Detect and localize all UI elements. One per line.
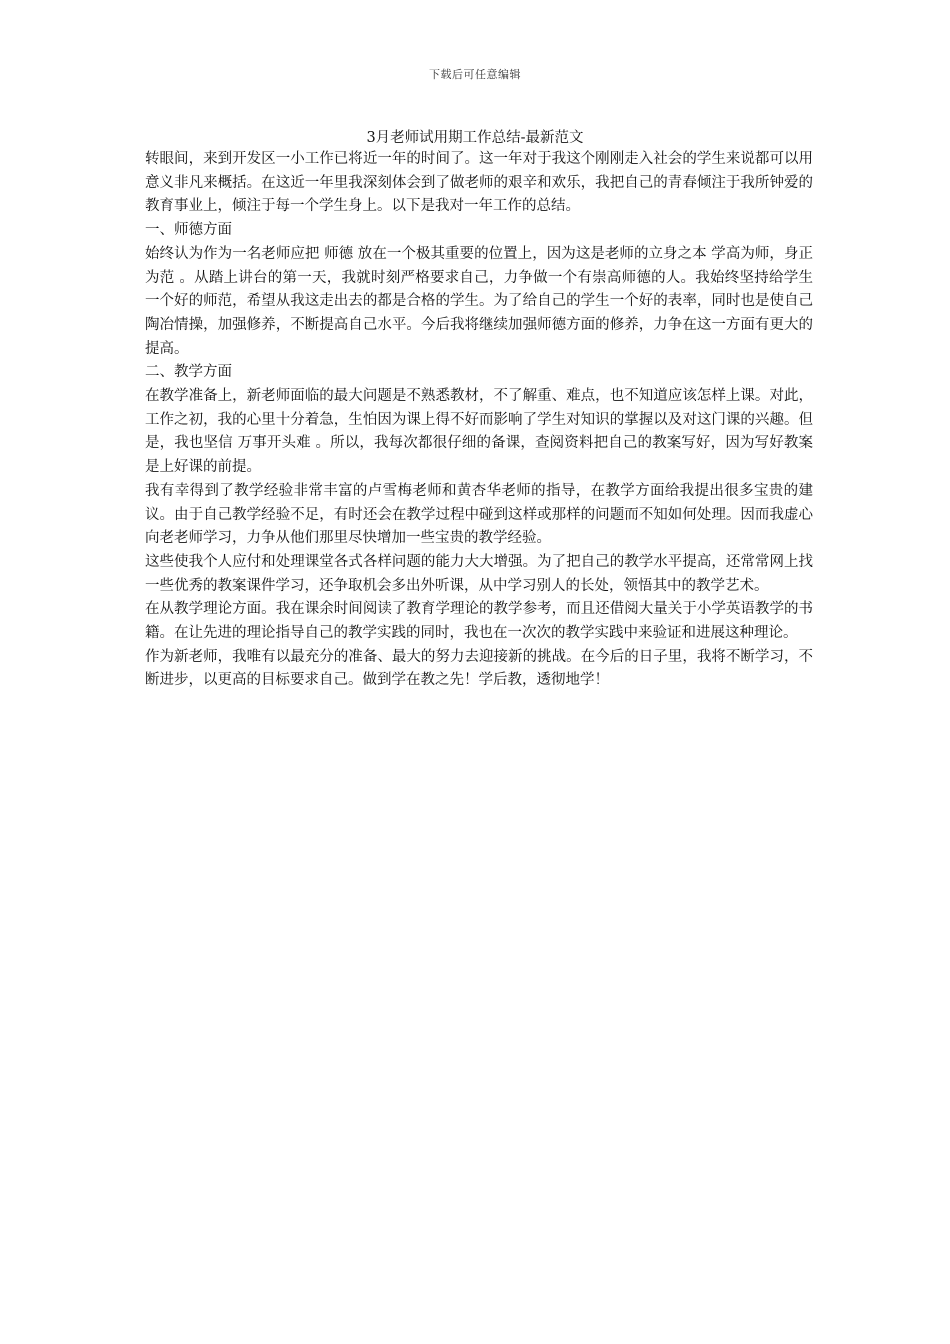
paragraph-intro: 转眼间，来到开发区一小工作已将近一年的时间了。这一年对于我这个刚刚走入社会的学生来说都可以用意义非凡来概括。在这近一年里我深刻体会到了做老师的艰辛和欢乐，我把自己的青春倾注于我所钟爱的教育事业上，倾注于每一个学生身上。以下是我对一年工作的总结。 [145,151,813,215]
section-heading-ethics: 一、师德方面 [145,222,232,239]
paragraph-ethics: 始终认为作为一名老师应把 师德 放在一个极其重要的位置上，因为这是老师的立身之本 学高为师，身正为范 。从踏上讲台的第一天，我就时刻严格要求自己，力争做一个有崇高师德的人。我始终坚持给学生一个好的师范，希望从我这走出去的都是合格的学生。为了给自己的学生一个好的表率，同时也是使自己陶冶情操，加强修养，不断提高自己水平。今后我将继续加强师德方面的修养，力争在这一方面有更大的提高。 [145,245,813,357]
paragraph-skills: 这些使我个人应付和处理课堂各式各样问题的能力大大增强。为了把自己的教学水平提高，还常常网上找一些优秀的教案课件学习，还争取机会多出外听课，从中学习别人的长处，领悟其中的教学艺术。 [145,553,813,594]
header-note: 下载后可任意编辑 [429,68,521,81]
paragraph-conclusion: 作为新老师，我唯有以最充分的准备、最大的努力去迎接新的挑战。在今后的日子里，我将不断学习，不断进步，以更高的目标要求自己。做到学在教之先！学后教，透彻地学！ [145,648,813,689]
document-title: 3月老师试用期工作总结-最新范文 [366,130,584,146]
paragraph-mentorship: 我有幸得到了教学经验非常丰富的卢雪梅老师和黄杏华老师的指导，在教学方面给我提出很多宝贵的建议。由于自己教学经验不足，有时还会在教学过程中碰到这样或那样的问题而不知如何处理。因而我虚心向老老师学习，力争从他们那里尽快增加一些宝贵的教学经验。 [145,482,813,547]
document-body [145,148,813,693]
paragraph-theory: 在从教学理论方面。我在课余时间阅读了教育学理论的教学参考，而且还借阅大量关于小学英语教学的书籍。在让先进的理论指导自己的教学实践的同时，我也在一次次的教学实践中来验证和进展这种理论。 [145,601,813,642]
section-heading-teaching: 二、教学方面 [145,364,232,381]
paragraph-teaching-preparation: 在教学准备上，新老师面临的最大问题是不熟悉教材，不了解重、难点，也不知道应该怎样上课。对此，工作之初，我的心里十分着急，生怕因为课上得不好而影响了学生对知识的掌握以及对这门课的兴趣。但是，我也坚信 万事开头难 。所以，我每次都很仔细的备课，查阅资料把自己的教案写好，因为写好教案是上好课的前提。 [145,388,813,476]
